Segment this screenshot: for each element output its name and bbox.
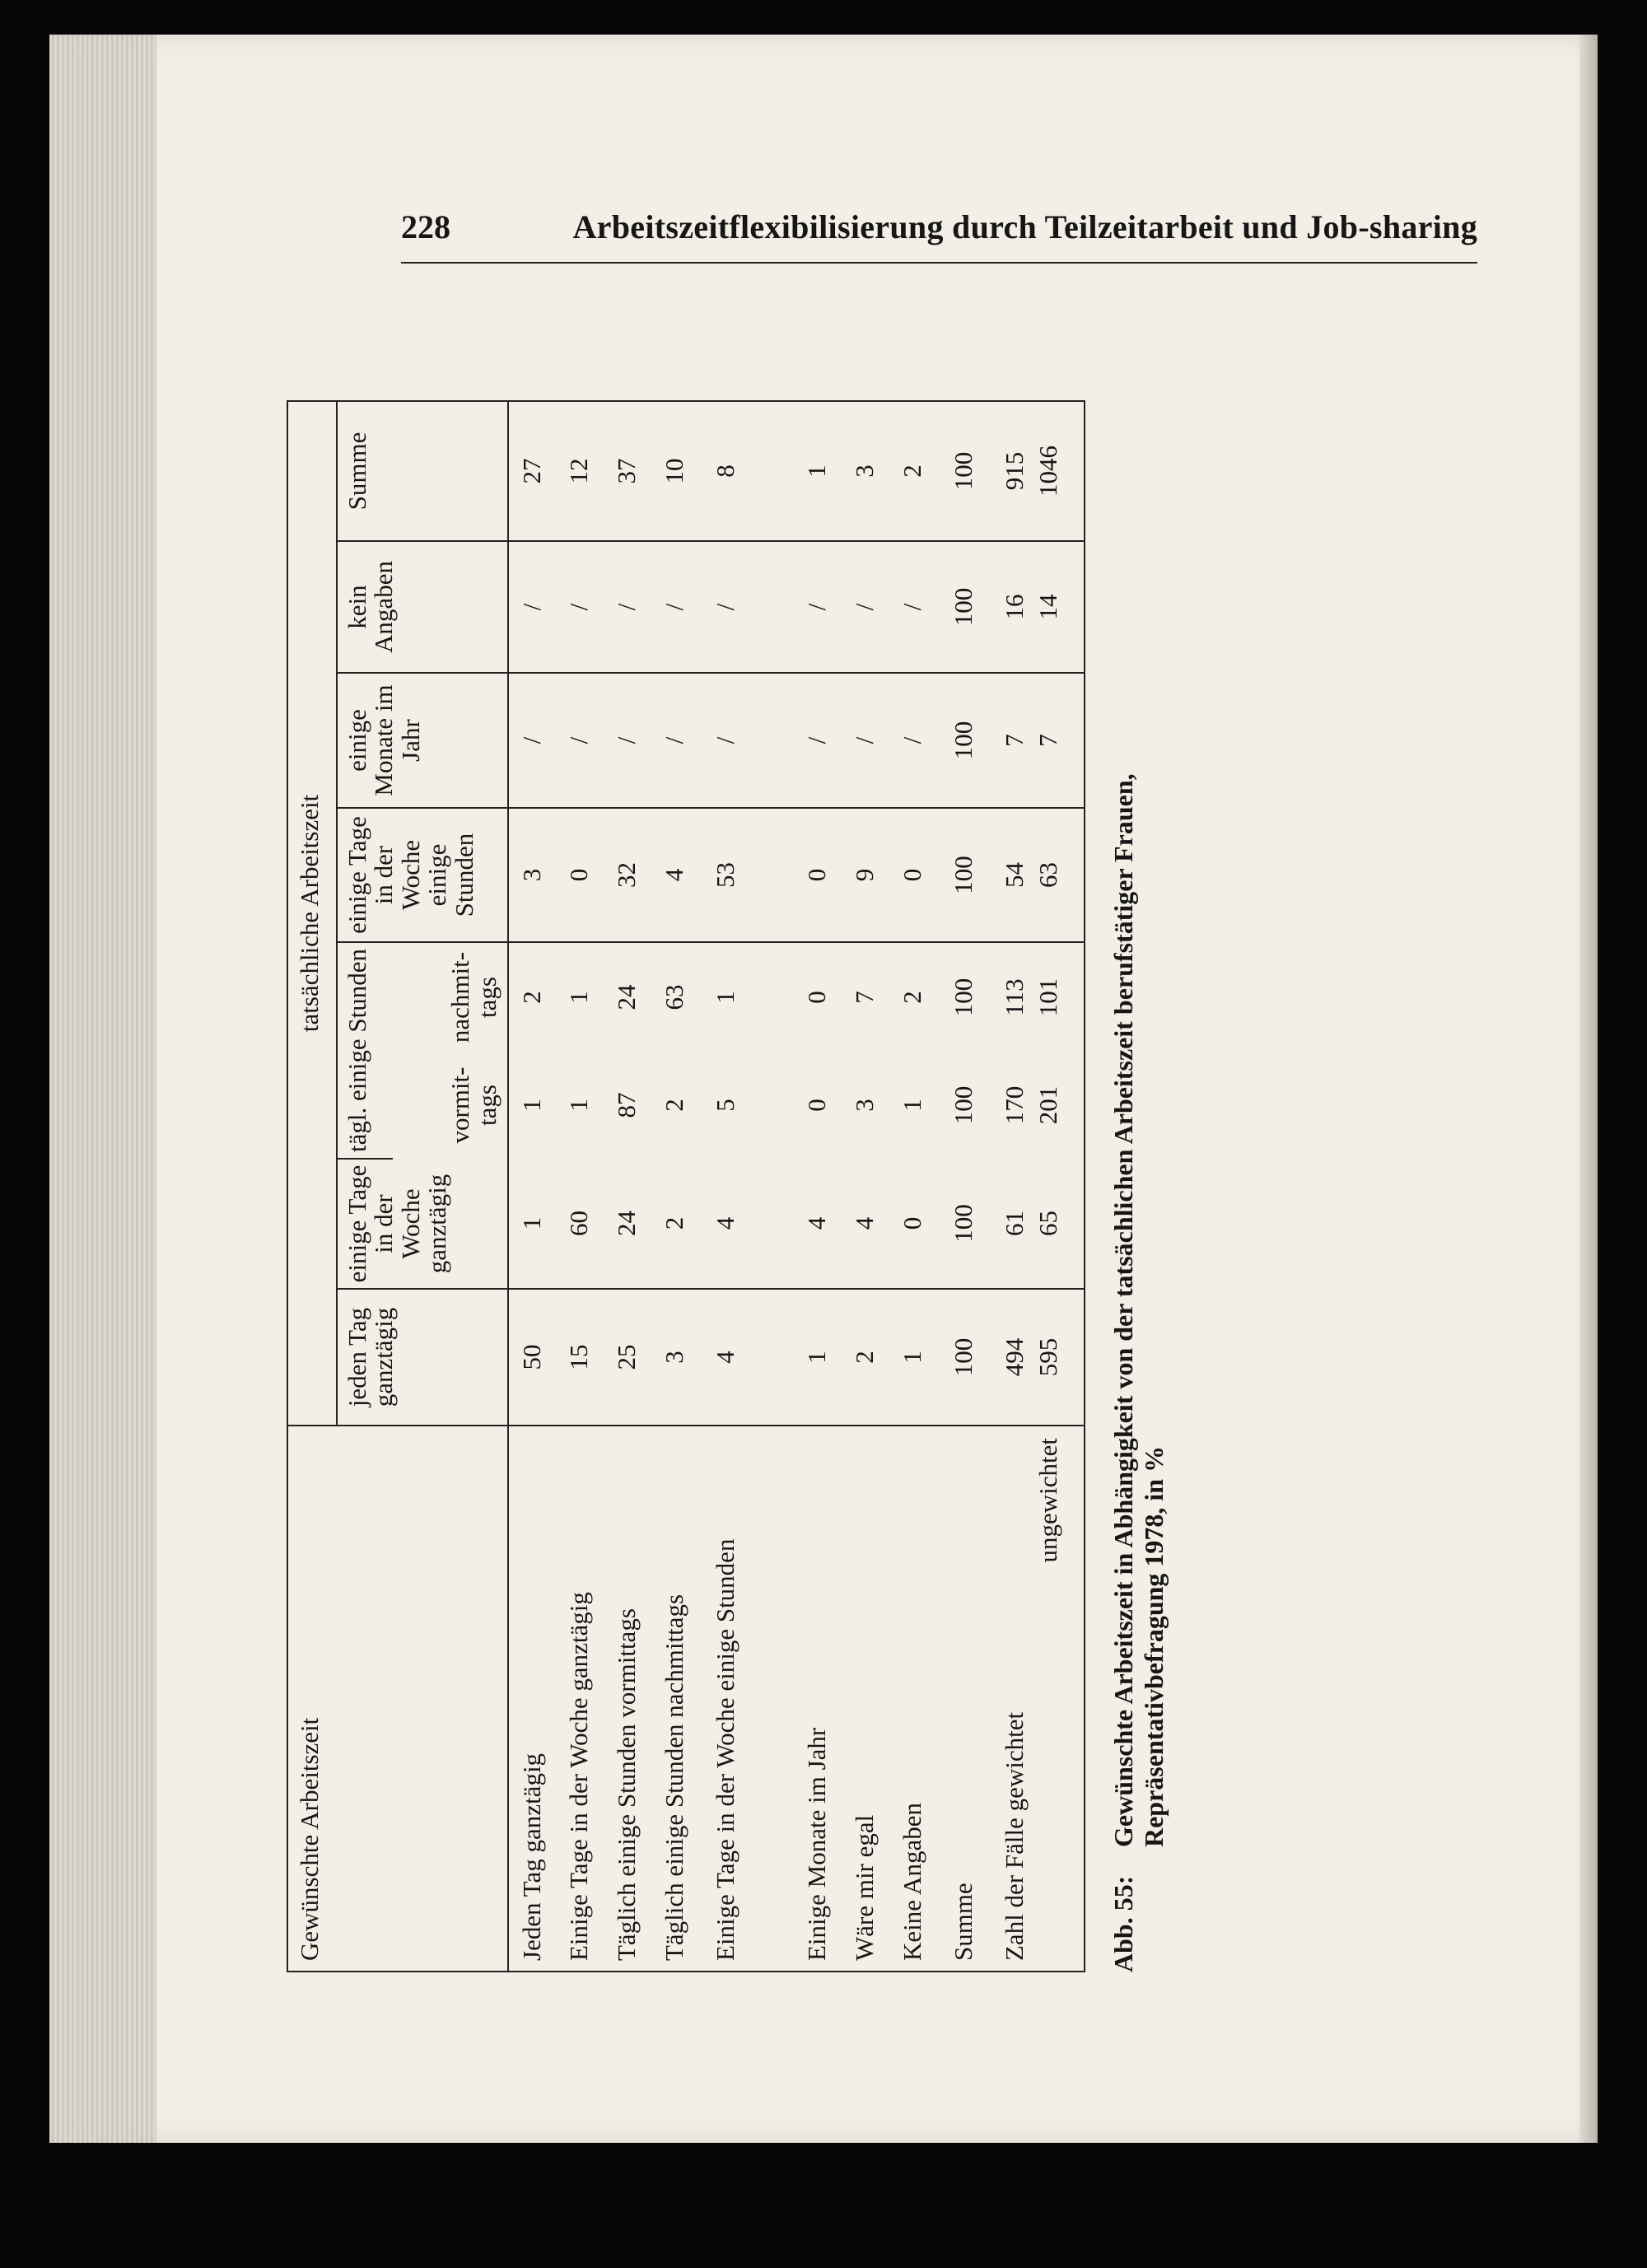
table-cell: 54 [996,808,1030,942]
table-cell: 1 [564,1099,594,1112]
row-label: Zahl der Fälle gewichtet [996,1426,1030,1972]
table-cell: 100 [945,401,996,541]
running-title: Arbeitszeitflexibilisierung durch Teilzeitarbeit und Job-sharing [572,208,1477,245]
table-cell: 100 [945,1159,996,1289]
table-cell: 0 [799,808,847,942]
table-cell: / [561,673,609,808]
table-cell: 60 [561,1159,609,1289]
table-row [847,401,894,1972]
table-cell: 7 [996,673,1030,808]
table-cell: / [707,673,799,808]
table-row [561,401,609,1972]
table-row [996,401,1030,1972]
table-cell: 63 [659,984,688,1010]
col-header-einige-tage-ganztaegig: einige Tage in der Woche ganztägig [337,1159,508,1289]
table-cell: 100 [948,1085,977,1125]
row-label: Einige Tage in der Woche ganztägig [561,1426,609,1972]
table-cell: 100 [948,978,977,1017]
table-cell: 5 [710,1099,740,1112]
table-cell: 2 [897,991,926,1004]
table-cell: 8 [707,401,799,541]
table-cell: 2 [659,1099,688,1112]
table-cell: 1 [514,1159,562,1289]
table-cell: 27 [514,401,562,541]
table-cell: 4 [656,808,707,942]
table-cell: / [514,541,562,673]
table-cell: 1 [799,401,847,541]
table-cell: 3 [514,808,562,942]
page-stack-edge [49,35,156,2143]
table-cell: 2 [516,991,546,1004]
table-cell: / [656,673,707,808]
table-cell: 2 [847,1289,894,1426]
table-cell: 7 [1030,673,1085,808]
table-cell: 0 [802,1099,832,1112]
table-cell: 0 [894,1159,945,1289]
table-cell: 7 [849,991,879,1004]
table-cell: / [799,541,847,673]
table-cell: 12 [561,401,609,541]
col-header-vormittags: vormit-tags [446,1066,502,1144]
table-cell: / [894,673,945,808]
table-cell: / [609,541,656,673]
table-cell: 0 [561,808,609,942]
table-cell: 0 [894,808,945,942]
figure-caption [1108,408,1169,1972]
table-cell: 4 [707,1289,799,1426]
row-label: Keine Angaben [894,1426,945,1972]
table-cell: 100 [945,673,996,808]
row-label: Täglich einige Stunden vormittags [609,1426,656,1972]
table-cell: 1 [564,991,594,1004]
caption-label: Abb. 55: [1108,1875,1138,1972]
table-cell: 2 [894,401,945,541]
table-cell: 16 [996,541,1030,673]
table-row [1030,401,1085,1972]
col-header-kein-angaben: kein Angaben [337,541,508,673]
table-cell: / [561,541,609,673]
table-cell: 595 [1030,1289,1085,1426]
col-header-einige-monate: einige Monate im Jahr [337,673,508,808]
table-cell: 100 [945,808,996,942]
table-cell: 1 [799,1289,847,1426]
table-cell: 3 [656,1289,707,1426]
table-cell: 3 [849,1099,879,1112]
table-row [514,401,562,1972]
table-cell: 101 [1030,942,1085,1052]
table-cell: 915 [996,401,1030,541]
table-cell: 1 [894,1289,945,1426]
table-cell: 1046 [1030,401,1085,541]
table-cell: 1 [710,991,740,1004]
table-cell: 53 [707,808,799,942]
table-cell: 65 [1030,1159,1085,1289]
row-label: Einige Tage in der Woche einige Stunden [707,1426,799,1972]
table-cell: 0 [802,991,832,1004]
table-cell: 63 [1030,808,1085,942]
caption-text-line2: Repräsentativbefragung 1978, in % [1138,1445,1169,1847]
row-label: Täglich einige Stunden nachmittags [656,1426,707,1972]
row-label: ungewichtet [1030,1426,1085,1972]
col-header-jeden-tag: jeden Tag ganztägig [337,1289,508,1426]
table-cell: / [707,541,799,673]
row-label: Einige Monate im Jahr [799,1426,847,1972]
rotated-table-block [184,127,1501,2268]
table-cell: 494 [996,1289,1030,1426]
table-row [894,401,945,1972]
table-row [707,401,799,1972]
table-cell: 201 [1030,1052,1085,1159]
table-cell: 25 [609,1289,656,1426]
page-right-edge [1579,35,1598,2143]
table-container [287,422,1085,1972]
table-cell: 4 [707,1159,799,1289]
table-cell: 4 [847,1159,894,1289]
row-label: Summe [945,1426,996,1972]
table-row [799,401,847,1972]
table-cell: 15 [561,1289,609,1426]
table-cell: 32 [609,808,656,942]
col-header-nachmittags: nachmit-tags [446,951,502,1043]
col-header-einige-tage-einige-stunden: einige Tage in der Woche einige Stunden [337,808,508,942]
table-cell: / [799,673,847,808]
table-cell: 61 [996,1159,1030,1289]
table-cell: 24 [609,1159,656,1289]
table-cell: 37 [609,401,656,541]
table-cell: 14 [1030,541,1085,673]
row-label: Jeden Tag ganztägig [514,1426,562,1972]
table-cell: 3 [847,401,894,541]
table-cell: 87 [612,1092,642,1118]
table-cell: 100 [945,541,996,673]
table-cell: 24 [612,984,642,1010]
table-cell: / [514,673,562,808]
table-cell: 9 [847,808,894,942]
table-cell: 50 [514,1289,562,1426]
group-header: tatsächliche Arbeitszeit [287,401,337,1426]
table-row [609,401,656,1972]
caption-text-line1: Gewünschte Arbeitszeit in Abhängigkeit von der tatsächlichen Arbeitszeit berufstätiger Frauen, [1108,773,1138,1847]
data-table [287,400,1085,1972]
table-cell: 4 [799,1159,847,1289]
table-cell: 100 [945,1289,996,1426]
table-row [945,401,996,1972]
table-cell: 1 [516,1099,546,1112]
table-cell: / [894,541,945,673]
table-cell: 2 [656,1159,707,1289]
table-cell: / [656,541,707,673]
table-cell: / [847,673,894,808]
stub-header: Gewünschte Arbeitszeit [287,1426,508,1972]
col-header-taeglich-einige-stunden: tägl. einige Stunden [337,942,393,1159]
table-cell: 10 [656,401,707,541]
page-number: 228 [401,208,450,245]
table-row [656,401,707,1972]
row-label: Wäre mir egal [847,1426,894,1972]
table-cell: / [847,541,894,673]
table-cell: 1 [897,1099,926,1112]
table-cell: / [609,673,656,808]
col-header-summe: Summe [337,401,508,541]
table-cell: 170 [999,1085,1029,1125]
table-cell: 113 [999,978,1029,1016]
